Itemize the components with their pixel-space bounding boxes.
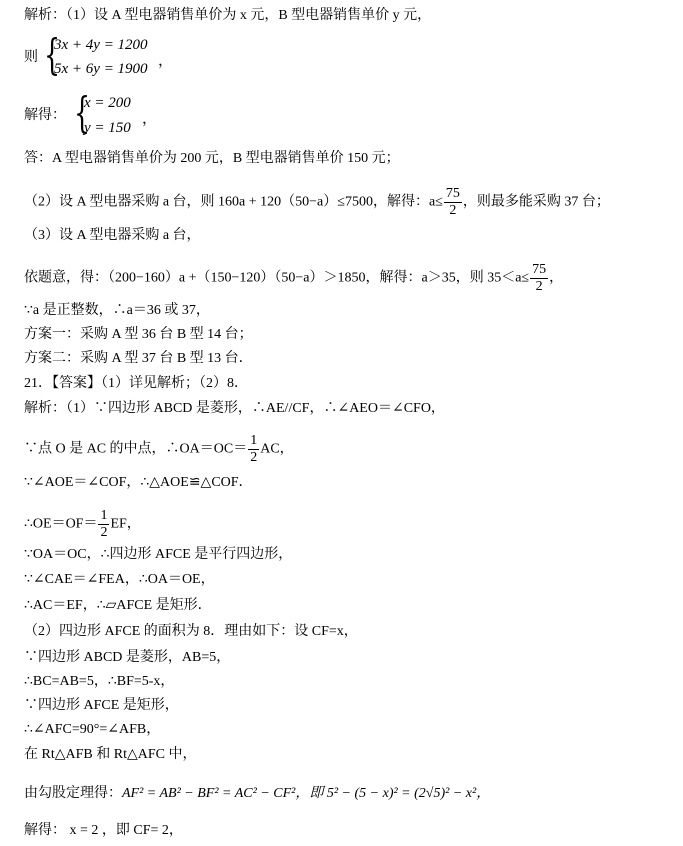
line-26: 解得： x = 2 ，即 CF= 2， (24, 823, 183, 838)
line-13-text-a: ∵点 O 是 AC 的中点，∴OA＝OC＝ (24, 441, 248, 457)
line-7-text-a: 依题意，得：（200−160）a +（150−120）（50−a）＞1850，解得：a＞35，则 35＜a≤ (24, 270, 530, 286)
line-5-text-a: （2）设 A 型电器采购 a 台，则 160a + 120（50−a）≤7500，解得：a≤ (24, 194, 443, 210)
fraction-75-2-b (530, 262, 548, 295)
line-7-text-b: ， (549, 270, 564, 286)
line-10: 方案二：采购 A 型 37 台 B 型 13 台． (24, 351, 253, 366)
fraction-denominator: 2 (444, 202, 462, 219)
line-16: ∵OA＝OC，∴四边形 AFCE 是平行四边形， (24, 547, 293, 562)
line-14: ∵∠AOE＝∠COF，∴△AOE≌△COF． (24, 475, 253, 490)
line-20: ∵四边形 ABCD 是菱形，AB=5， (24, 650, 231, 665)
line-13-text-b: AC， (260, 441, 294, 457)
line-12: 解析：（1）∵四边形 ABCD 是菱形，∴AE//CF，∴∠AEO＝∠CFO， (24, 401, 445, 416)
fraction-denominator: 2 (250, 450, 258, 465)
equation-1a: 3x + 4y = 1200 (54, 37, 148, 53)
fraction-1-2 (248, 433, 259, 466)
line-6: （3）设 A 型电器采购 a 台， (24, 228, 201, 243)
fraction-numerator: 1 (250, 433, 258, 448)
equation-2a: x = 200 (84, 95, 131, 111)
fraction-75-2 (444, 186, 462, 219)
line-17: ∵∠CAE＝∠FEA，∴OA＝OE， (24, 572, 215, 587)
line-8: ∵a 是正整数，∴a＝36 或 37， (24, 303, 210, 318)
pythagoras-equation: AF² = AB² − BF² = AC² − CF²，即 5² − (5 − x)² = (2√5)² − x²， (122, 786, 491, 801)
line-25 (24, 785, 490, 803)
line-4: 答：A 型电器销售单价为 200 元，B 型电器销售单价 150 元； (24, 151, 400, 166)
equation-1-tail: ， (158, 53, 174, 69)
line-1: 解析：（1）设 A 型电器销售单价为 x 元，B 型电器销售单价 y 元， (24, 8, 432, 23)
line-5 (24, 186, 610, 219)
fraction-denominator: 2 (530, 278, 548, 295)
line-22: ∵四边形 AFCE 是矩形， (24, 698, 179, 713)
equation-2-tail: ， (142, 111, 158, 127)
line-18: ∴AC＝EF，∴▱AFCE 是矩形． (24, 598, 212, 613)
line-9: 方案一：采购 A 型 36 台 B 型 14 台； (24, 327, 253, 342)
line-15-text-b: EF， (110, 516, 141, 532)
equation-1b: 5x + 6y = 1900 (54, 61, 148, 77)
fraction-numerator: 1 (100, 508, 108, 523)
brace-2: { (74, 88, 91, 137)
brace-1: { (44, 30, 61, 79)
line-13 (24, 433, 294, 466)
fraction-numerator: 75 (532, 262, 547, 277)
fraction-numerator: 75 (445, 186, 460, 201)
line-5-text-b: ，则最多能采购 37 台； (462, 194, 610, 210)
line-11: 21．【答案】（1）详见解析；（2）8． (24, 376, 248, 391)
line-15-text-a: ∴OE＝OF＝ (24, 516, 98, 532)
line-2-prefix: 则 (24, 50, 38, 65)
equation-2b: y = 150 (84, 120, 131, 136)
line-7 (24, 262, 563, 295)
line-15 (24, 508, 141, 541)
fraction-1-2-b (98, 508, 109, 541)
line-3-prefix: 解得： (24, 108, 66, 123)
line-19: （2）四边形 AFCE 的面积为 8．理由如下：设 CF=x， (24, 624, 358, 639)
line-25-text-a: 由勾股定理得： (24, 786, 122, 801)
line-23: ∴∠AFC=90°=∠AFB， (24, 722, 161, 737)
line-24: 在 Rt△AFB 和 Rt△AFC 中， (24, 747, 197, 762)
line-21: ∴BC=AB=5，∴BF=5-x， (24, 674, 175, 689)
fraction-denominator: 2 (100, 525, 108, 540)
